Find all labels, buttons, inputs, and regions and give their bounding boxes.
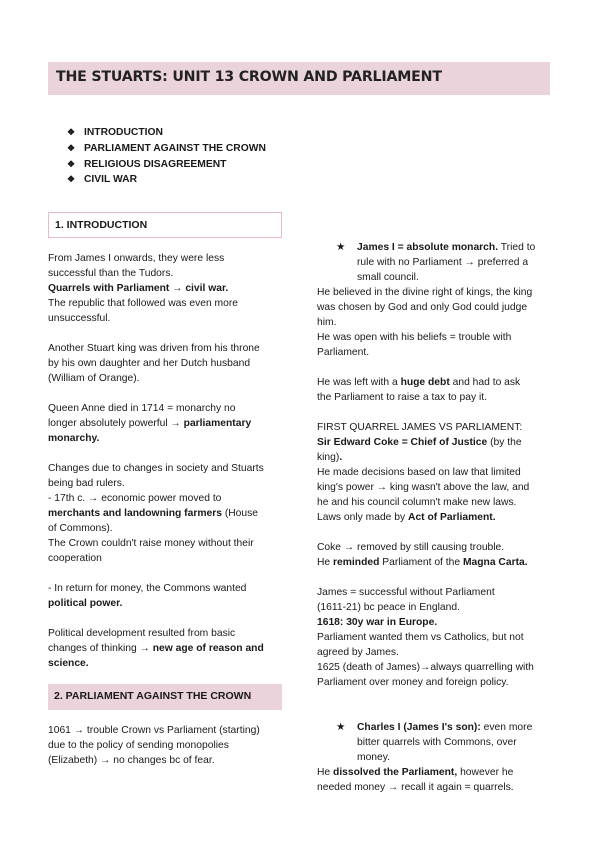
text-line: (1611-21) bc peace in England. bbox=[317, 602, 460, 613]
text-line bbox=[48, 281, 288, 296]
text-line: being bad rulers. bbox=[48, 478, 125, 489]
text-line: agreed by James. bbox=[317, 647, 399, 658]
text-span: even more bbox=[480, 722, 533, 733]
text-span: king) bbox=[317, 452, 340, 463]
section-heading-introduction: 1. INTRODUCTION bbox=[48, 212, 282, 238]
text-line: - In return for money, the Commons wanted bbox=[48, 583, 247, 594]
table-of-contents bbox=[67, 125, 266, 188]
title-banner bbox=[48, 62, 550, 95]
text-span: (by the bbox=[487, 437, 522, 448]
text-line bbox=[48, 656, 288, 671]
text-span: (House bbox=[221, 508, 259, 519]
page-title: THE STUARTS: UNIT 13 CROWN AND PARLIAMENT bbox=[56, 69, 442, 85]
text-line: James = successful without Parliament bbox=[317, 587, 495, 598]
toc-item bbox=[67, 172, 266, 188]
text-line bbox=[317, 510, 557, 525]
text-line bbox=[48, 416, 288, 431]
toc-item-label: RELIGIOUS DISAGREEMENT bbox=[84, 158, 227, 170]
text-line: Another Stuart king was driven from his throne bbox=[48, 343, 260, 354]
text-line: The Crown couldn't raise money without their bbox=[48, 538, 254, 549]
bold-text: Quarrels with Parliament → civil war. bbox=[48, 283, 229, 294]
bold-text: huge debt bbox=[400, 377, 450, 388]
text-line: due to the policy of sending monopolies bbox=[48, 740, 229, 751]
text-span: longer absolutely powerful → bbox=[48, 418, 184, 429]
text-line: Parliament. bbox=[317, 347, 370, 358]
bold-text: political power. bbox=[48, 598, 123, 609]
bold-text: 1618: 30y war in Europe. bbox=[317, 617, 438, 628]
text-line: 1061 → trouble Crown vs Parliament (starting) bbox=[48, 725, 260, 736]
toc-item-label: INTRODUCTION bbox=[84, 127, 163, 138]
bold-text: monarchy. bbox=[48, 433, 100, 444]
text-span: changes of thinking → bbox=[48, 643, 153, 654]
text-line: He believed in the divine right of kings, the king bbox=[317, 287, 533, 298]
toc-item bbox=[67, 141, 266, 157]
bold-text: Act of Parliament. bbox=[408, 512, 496, 523]
text-line bbox=[48, 431, 288, 446]
bold-text: Magna Carta. bbox=[462, 557, 528, 568]
text-line: 1625 (death of James)→always quarrelling with bbox=[317, 662, 534, 673]
text-line: Coke → removed by still causing trouble. bbox=[317, 542, 505, 553]
bold-text: . bbox=[339, 452, 343, 463]
text-line: (Elizabeth) → no changes bc of fear. bbox=[48, 755, 215, 766]
text-line bbox=[48, 596, 288, 611]
bold-text: Sir Edward Coke = Chief of Justice bbox=[317, 437, 488, 448]
parliament-against-crown-body bbox=[48, 723, 288, 768]
text-line bbox=[317, 765, 557, 780]
text-line: Parliament wanted them vs Catholics, but not bbox=[317, 632, 524, 643]
text-span: He was left with a bbox=[317, 377, 401, 388]
text-line: (William of Orange). bbox=[48, 373, 140, 384]
text-line bbox=[357, 720, 557, 735]
bold-text: merchants and landowning farmers bbox=[48, 508, 222, 519]
text-line: by his own daughter and her Dutch husband bbox=[48, 358, 251, 369]
text-span: He bbox=[317, 557, 334, 568]
text-line: was chosen by God and only God could judge bbox=[317, 302, 528, 313]
text-line bbox=[48, 641, 288, 656]
diamond-bullet-icon: ❖ bbox=[67, 127, 76, 137]
star-icon: ★ bbox=[336, 241, 346, 253]
text-line bbox=[48, 506, 288, 521]
text-line: Political development resulted from basic bbox=[48, 628, 236, 639]
text-line: He made decisions based on law that limited bbox=[317, 467, 521, 478]
text-line: needed money → recall it again = quarrels. bbox=[317, 782, 514, 793]
text-line bbox=[357, 240, 557, 255]
text-line: Parliament over money and foreign policy. bbox=[317, 677, 509, 688]
text-line bbox=[317, 375, 557, 390]
text-line bbox=[317, 450, 557, 465]
bold-text: James I = absolute monarch. bbox=[357, 242, 499, 253]
text-line: From James I onwards, they were less bbox=[48, 253, 225, 264]
bold-text: science. bbox=[48, 658, 89, 669]
text-line: money. bbox=[357, 752, 391, 763]
text-line: the Parliament to raise a tax to pay it. bbox=[317, 392, 487, 403]
text-span: He bbox=[317, 767, 334, 778]
text-line: The republic that followed was even more bbox=[48, 298, 239, 309]
bold-text: dissolved the Parliament, bbox=[333, 767, 458, 778]
text-span: Tried to bbox=[498, 242, 536, 253]
text-line bbox=[317, 555, 557, 570]
diamond-bullet-icon: ❖ bbox=[67, 174, 76, 185]
toc-item bbox=[67, 125, 266, 141]
text-line: - 17th c. → economic power moved to bbox=[48, 493, 222, 504]
diamond-bullet-icon: ❖ bbox=[67, 142, 76, 153]
diamond-bullet-icon: ❖ bbox=[67, 158, 76, 169]
section-heading-parliament-against-crown: 2. PARLIAMENT AGAINST THE CROWN bbox=[48, 684, 282, 710]
toc-item-label: CIVIL WAR bbox=[84, 174, 138, 186]
text-line: successful than the Tudors. bbox=[48, 268, 174, 279]
toc-item-label: PARLIAMENT AGAINST THE CROWN bbox=[84, 142, 266, 154]
text-line: Queen Anne died in 1714 = monarchy no bbox=[48, 403, 236, 414]
text-line: FIRST QUARREL JAMES VS PARLIAMENT: bbox=[317, 422, 523, 433]
star-bullet-charles bbox=[317, 720, 557, 765]
text-line: cooperation bbox=[48, 553, 102, 564]
text-line: bitter quarrels with Commons, over bbox=[357, 737, 517, 748]
text-line: unsuccessful. bbox=[48, 313, 111, 324]
text-span: Parliament of the bbox=[379, 557, 463, 568]
bold-text: reminded bbox=[333, 557, 380, 568]
text-span: however he bbox=[457, 767, 514, 778]
text-line: Changes due to changes in society and Stuarts bbox=[48, 463, 264, 474]
bold-text: new age of reason and bbox=[152, 643, 264, 654]
star-bullet-james bbox=[317, 240, 557, 285]
bold-text: parliamentary bbox=[183, 418, 252, 429]
text-line bbox=[317, 615, 557, 630]
text-span: and had to ask bbox=[449, 377, 521, 388]
bold-text: Charles I (James I's son): bbox=[357, 722, 481, 733]
text-line: he and his council column't make new laws. bbox=[317, 497, 517, 508]
text-line: rule with no Parliament → preferred a bbox=[357, 257, 529, 268]
text-line: him. bbox=[317, 317, 337, 328]
star-icon: ★ bbox=[336, 721, 346, 733]
text-line: He was open with his beliefs = trouble with bbox=[317, 332, 512, 343]
text-line: small council. bbox=[357, 272, 419, 283]
introduction-body bbox=[48, 251, 288, 671]
text-span: Laws only made by bbox=[317, 512, 409, 523]
right-column bbox=[317, 240, 557, 795]
text-line: of Commons). bbox=[48, 523, 113, 534]
toc-item bbox=[67, 157, 266, 173]
text-line: king's power → king wasn't above the law, and bbox=[317, 482, 530, 493]
text-line bbox=[317, 435, 557, 450]
